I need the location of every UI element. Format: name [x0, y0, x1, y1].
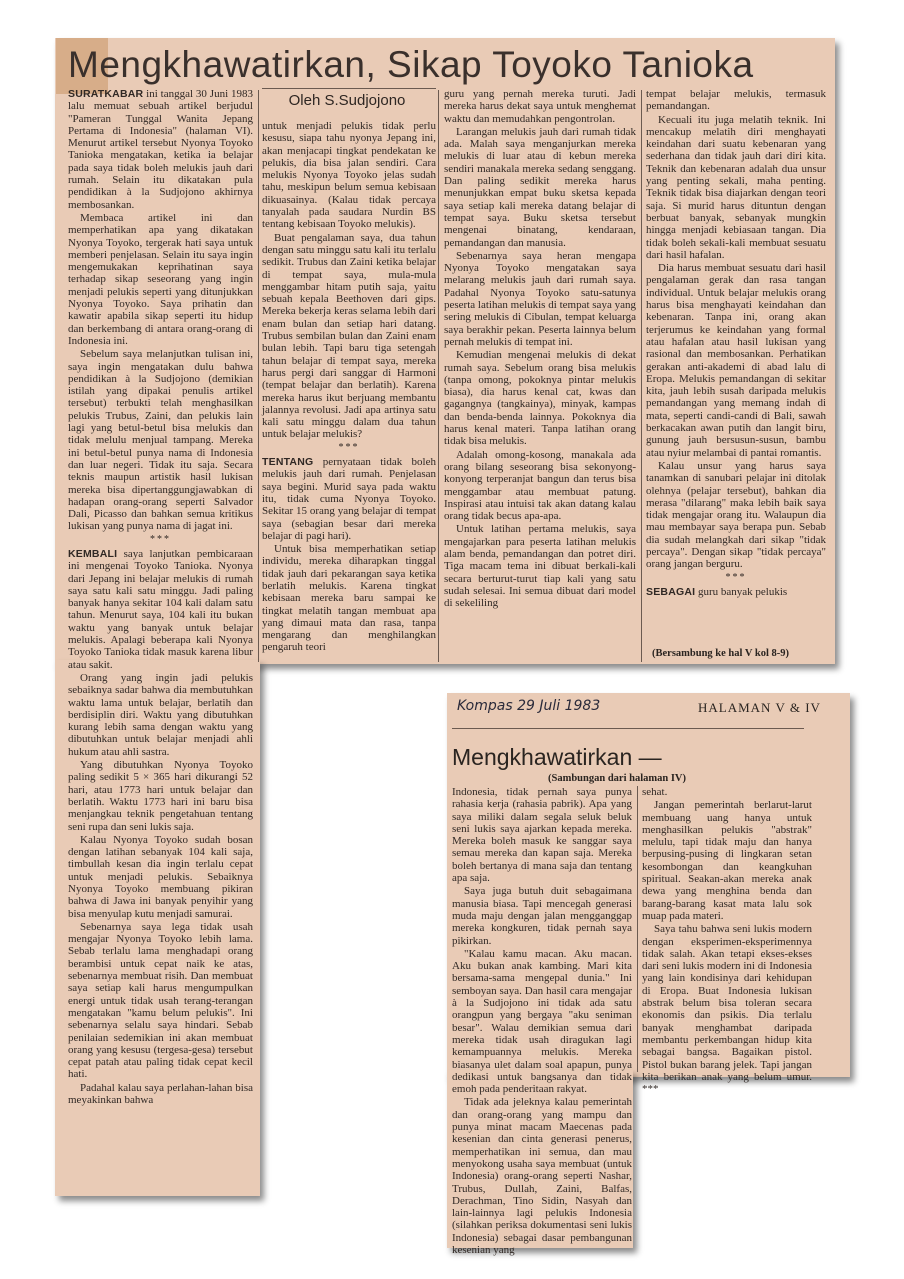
- page-label: HALAMAN V & IV: [698, 700, 821, 715]
- continuation-subhead: (Sambungan dari halaman IV): [548, 773, 686, 784]
- section-stars: ***: [725, 571, 747, 583]
- paragraph: Jangan pemerintah berlarut-larut membuang uang hanya untuk menghasilkan pelukis "abstrak" melulu, tapi tidak maju dan hanya berpusing-pusing di lingkaran setan kesombongan dan keangkuhan spiritual. Seakan-akan mereka anak dewa yang menghina benda dan barang-barang kasat mata lalu sok muap pada materi.: [642, 799, 812, 922]
- paragraph: Sebelum saya melanjutkan tulisan ini, saya ingin mengatakan dulu bahwa pendidikan à la Sudjojono (demikian istilah yang dipakai penulis artikel tersebut) terbukti telah menghasilkan pelukis Trubus, Zaini, dan pelukis lain lagi yang betul-betul bisa melukis dan tidak melulu menjual tampang. Mereka ini betul-betul punya nama di Indonesia dan luar negeri. Tidak itu saja. Secara teknis maupun artistik hasil lukisan mereka bisa dipertanggungjawabkan di hadapan orang-orang seperti Salvador Dali, Picasso dan bahkan semua kritikus lukisan yang punya nama di jagat ini.: [68, 348, 253, 533]
- paragraph: Kecuali itu juga melatih teknik. Ini mencakup melatih diri menghayati keindahan dari suatu kebenaran yang sederhana dan tidak jauh dari diri kita. Teknik dan kebenaran adalah dua unsur yang penting sekali, maha penting. Teknik tidak bisa diajarkan dengan teori saja. Si murid harus dituntun dengan berbuat banyak, sebanyak mungkin hingga menjadi kebiasaan tangan. Dia tidak boleh sekali-kali membuat sesuatu dari hasil hafalan.: [646, 113, 826, 261]
- paragraph: guru yang pernah mereka turuti. Jadi mereka harus dekat saya untuk menghemat waktu dan memudahkan pengontrolan.: [444, 88, 636, 125]
- paragraph: Larangan melukis jauh dari rumah tidak ada. Malah saya menganjurkan mereka melukis di luar atau di kebun mereka sendiri manakala mereka sedang senggang. Dan paling sedikit mereka harus menunjukkan empat buku sketsa kepada saya setiap kali mereka datang belajar di tempat saya. Buku sketsa tersebut mengenai binatang, kendaraan, pemandangan dan manusia.: [444, 125, 636, 249]
- handwritten-date-note: Kompas 29 Juli 1983: [457, 698, 601, 714]
- paragraph: Sebenarnya saya lega tidak usah mengajar Nyonya Toyoko lebih lama. Sebab terlalu lama menghadapi orang berambisi untuk cepat naik ke atas, sebenarnya membuat risih. Dan membuat saya setiap kali harus mengumpulkan energi untuk tidak usah terang-terangan mengatakan "kamu belum pelukis". Ini sebenarnya selalu saya hindari. Sebab penilaian sedemikian ini akan membuat orang yang kesusu (tergesa-gesa) tersebut cepat patah atau paling tidak cepat kecil hati.: [68, 920, 253, 1081]
- kompas-column-divider: [637, 786, 638, 1072]
- paragraph: Padahal kalau saya perlahan-lahan bisa meyakinkan bahwa: [68, 1081, 253, 1107]
- paragraph: Saya tahu bahwa seni lukis modern dengan eksperimen-eksperimennya tidak salah. Akan tetapi ekses-ekses dari seni lukis modern ini di Indonesia yang lain kondisinya dari kehidupan di Eropa. Buat Indonesia lukisan abstrak belum bisa toleran secara ekonomis dan psikis. Dia terlalu banyak menghambat daripada membantu perkembangan hidup kita sebagai bangsa. Bagaikan pistol. Pistol bukan barang jelek. Tapi jangan kita berikan anak yang belum umur. ***: [642, 923, 812, 1096]
- paragraph: Sebenarnya saya heran mengapa Nyonya Toyoko mengatakan saya melarang melukis jauh dari rumah saya. Padahal Nyonya Toyoko satu-satunya peserta latihan melukis di tempat saya yang sering melukis di Cibulan, tempat keluarga saya berakhir pekan. Peserta lainnya belum pernah melukis di tempat ini.: [444, 249, 636, 348]
- paragraph: pernyataan tidak boleh melukis jauh dari rumah. Penjelasan saya begini. Murid saya pada waktu itu, tidak cuma Nyonya Toyoko. Sekitar 15 orang yang belajar di tempat saya (sebagian besar dari mereka belajar di pagi hari).: [262, 456, 436, 542]
- paragraph: Saya juga butuh duit sebagaimana manusia biasa. Tapi mencegah generasi muda maju dengan jalan mengganggap mereka kongkuren, tidak pernah saya pikirkan.: [452, 885, 632, 947]
- paragraph: Orang yang ingin jadi pelukis sebaiknya sadar bahwa dia membutuhkan waktu lama untuk belajar, berlatih dan berdisiplin diri. Waktu yang dibutuhkan kurang lebih sama dengan waktu yang dibutuhkan untuk belajar menjadi ahli hukum atau ahli sastra.: [68, 671, 253, 758]
- paragraph: Kemudian mengenai melukis di dekat rumah saya. Sebelum orang bisa melukis (tanpa omong, pokoknya pintar melukis biasa), dia harus kenal cat, kwas dan gagangnya (tangkainya), minyak, kampas dan benda-benda lainnya. Pokoknya dia harus kenal materi. Tanpa latihan orang tidak bisa melukis.: [444, 349, 636, 448]
- article-column-3: [444, 88, 636, 660]
- paragraph: Yang dibutuhkan Nyonya Toyoko paling sedikit 5 × 365 hari dikurangi 52 hari, atau 1773 hari untuk belajar dan berlatih. Waktu 1773 hari ini baru bisa menjangkau teknik pengetahuan tentang seni rupa dan seni lukis saja.: [68, 759, 253, 833]
- column-divider-2: [438, 90, 439, 662]
- byline: Oleh S.Sudjojono: [288, 92, 406, 109]
- section-stars: ***: [338, 441, 360, 453]
- continuation-note: (Bersambung ke hal V kol 8-9): [652, 648, 790, 659]
- kicker-tentang: TENTANG: [262, 456, 314, 469]
- paragraph: guru banyak pelukis: [695, 585, 788, 598]
- article-column-4: [646, 88, 826, 644]
- kicker-suratkabar: SURATKABAR: [68, 88, 144, 100]
- byline-rule: [262, 88, 436, 89]
- paragraph: ini tanggal 30 Juni 1983 lalu memuat sebuah artikel berjudul "Pameran Tunggal Wanita Jepang Pertama di Indonesia" (halaman VI). Menurut artikel tersebut Nyonya Toyoko Tanioka mengatakan, ketika ia belajar pada saya tidak boleh melukis jauh dari rumah. Selain itu dikatakan pula pendidikan à la Sudjojono akhirnya membosankan.: [68, 88, 253, 211]
- paragraph: sehat.: [642, 786, 668, 798]
- paragraph: Untuk latihan pertama melukis, saya mengajarkan para peserta latihan melukis alam benda, pemandangan dan potret diri. Tiga macam tema ini dibuat berkali-kali secara berturut-turut tiap kali yang satu sudah selesai. Ini semua dibuat dari model di sekeliling: [444, 523, 636, 610]
- continuation-headline: Mengkhawatirkan —: [452, 744, 662, 770]
- article-column-2: [262, 120, 436, 660]
- column-divider-3: [641, 90, 642, 662]
- kompas-column-2: [642, 786, 812, 1096]
- paragraph: Adalah omong-kosong, manakala ada orang bilang seseorang bisa sekonyong-konyong terperanjat bangun dan terus bisa menggambar atau membuat patung. Inspirasi atau intuisi tak akan datang kalau orang tidak becus apa-apa.: [444, 448, 636, 523]
- paragraph: Untuk bisa memperhatikan setiap individu, mereka diharapkan tinggal tidak jauh dari pekarangan saya ketika berlatih melukis. Karena tingkat kebisaan mereka baru sampai ke tingkat melatih tangan membuat apa yang dimaui mata dan rasa, tanpa mengarang dan menghilangkan pengaruh teori: [262, 543, 436, 654]
- kicker-sebagai: SEBAGAI: [646, 585, 696, 598]
- column-divider-1: [258, 90, 259, 662]
- kompas-column-1: [452, 786, 632, 1256]
- paragraph: saya lanjutkan pembicaraan ini mengenai Toyoko Tanioka. Nyonya dari Jepang ini belajar melukis di rumah saya satu kali satu minggu. Jadi paling banyak hanya sekitar 104 kali dalam satu tahun. Menurut saya, 104 kali itu bukan waktu yang banyak untuk belajar melukis. Apalagi beberapa kali Nyonya Toyoko Tanioka tidak masuk karena libur atau sakit.: [68, 547, 253, 671]
- page-title: Mengkhawatirkan, Sikap Toyoko Tanioka: [68, 44, 754, 85]
- paragraph: Dia harus membuat sesuatu dari hasil pengalaman gerak dan rasa tangan individual. Untuk belajar melukis orang harus bisa menghayati keindahan dan kebenaran. Tanpa ini, orang akan terjerumus ke keindahan yang formal atau hafalan atau hasil lukisan yang rasional dan membosankan. Perhatikan gerakan anti-akademi di abad lalu di Eropa. Melukis pemandangan di sekitar kita, jauh lebih susah daripada melukis pemandangan yang memang indah di mata, seperti candi-candi di Bali, sawah berkacakan awan putih dan langit biru, gunung jauh bersusun-susun, bambu atau nyiur melambai di pantai romantis.: [646, 262, 826, 459]
- paragraph: Tidak ada jeleknya kalau pemerintah dan orang-orang yang mampu dan punya minat macam Maecenas pada kesenian dan cinta generasi penerus, memperhatikan ini semua, dan mau menyokong usaha saya membuat (untuk Indonesia) orang-orang seperti Nashar, Trubus, Dullah, Zaini, Balfas, Derachman, Tino Sidin, Nasyah dan lain-lainnya lagi pelukis Indonesia (silahkan periksa dokumentasi seni lukis Indonesia) sebagai dasar pembangunan kesenian yang: [452, 1096, 632, 1256]
- kicker-kembali: KEMBALI: [68, 547, 118, 560]
- header-rule: [452, 728, 804, 729]
- paragraph: Membaca artikel ini dan memperhatikan apa yang dikatakan Nyonya Toyoko, tergerak hati saya untuk memberi penjelasan. Selain itu saya ingin mengemukakan keprihatinan saya terhadap sikap seseorang yang ingin menjadi pelukis seperti yang ditunjukkan Nyonya Toyoko. Saya prihatin dan kawatir apabila sikap seperti itu hidup dan berkembang di antara orang-orang di Indonesia ini.: [68, 211, 253, 347]
- paragraph: Kalau Nyonya Toyoko sudah bosan dengan latihan sebanyak 104 kali saja, timbullah kesan dia ingin terlalu cepat untuk menjadi pelukis. Sebaiknya Nyonya Toyoko membuang pikiran bahwa di Jawa ini banyak penyihir yang bisa menyulap kutu menjadi samurai.: [68, 833, 253, 920]
- paragraph: Buat pengalaman saya, dua tahun dengan satu minggu satu kali itu terlalu sedikit. Trubus dan Zaini ketika belajar di tempat saya, mula-mula menggambar hitam putih saja, yaitu sebuah kepala Beethoven dari gips. Mereka bekerja keras selama lebih dari enam bulan dan setiap hari datang. Trubus sembilan bulan dan Zaini enam bulan lebih. Tapi baru tiga setengah tahun belajar di tempat saya, mereka harus pergi dari sanggar di Harmoni (tempat belajar dan berlatih). Karena mereka harus ikut berjuang membantu jalannya revolusi. Jadi apa artinya satu kali satu minggu dalam dua tahun untuk belajar melukis?: [262, 231, 436, 441]
- paragraph: untuk menjadi pelukis tidak perlu kesusu, siapa tahu nyonya Jepang ini, akan menjacapi tingkat pendekatan ke pelukis, dia bisa jalan sendiri. Cara melukis Nyonya Toyoko jelas sudah tahu, meskipun belum semua kebisaan dikuasainya. (Kalau tidak percaya tanyalah pada saudara Nurdin BS tentang kebisaan Toyoko melukis).: [262, 120, 436, 231]
- paragraph: Indonesia, tidak pernah saya punya rahasia kerja (rahasia pabrik). Apa yang saya miliki dalam segala seluk beluk seni lukis saya ajarkan kepada mereka. Mereka boleh masuk ke sanggar saya semau mereka dan kapan saja. Mereka boleh bertanya di mana saja dan tentang apa saja.: [452, 786, 632, 885]
- article-column-1: [68, 88, 253, 1192]
- paragraph: "Kalau kamu macan. Aku macan. Aku bukan anak kambing. Mari kita bersama-sama mengepal dunia." Ini semboyan saya. Dan hasil cara mengajar à la Sudjojono ini tidak ada satu orangpun yang bergaya "aku seniman besar". Walau demikian semua dari mereka tidak usah diragukan lagi kemampuannya melukis. Mereka biasanya ulet dalam soal apapun, punya dedikasi untuk bangsanya dan tidak emoh pada penderitaan rakyat.: [452, 947, 632, 1096]
- paragraph: tempat belajar melukis, termasuk pemandangan.: [646, 88, 826, 113]
- section-stars: ***: [150, 533, 171, 545]
- paragraph: Kalau unsur yang harus saya tanamkan di sanubari pelajar ini ditolak olehnya (pelajar tersebut), bahkan dia merasa "dilarang" maka lebih baik saya tidak mengajar orang itu. Walaupun dia mau membayar saya berapa pun. Sebab dia sudah melangkah dari sikap "tidak percaya". Dengan sikap "tidak percaya" orang jangan berguru.: [646, 459, 826, 571]
